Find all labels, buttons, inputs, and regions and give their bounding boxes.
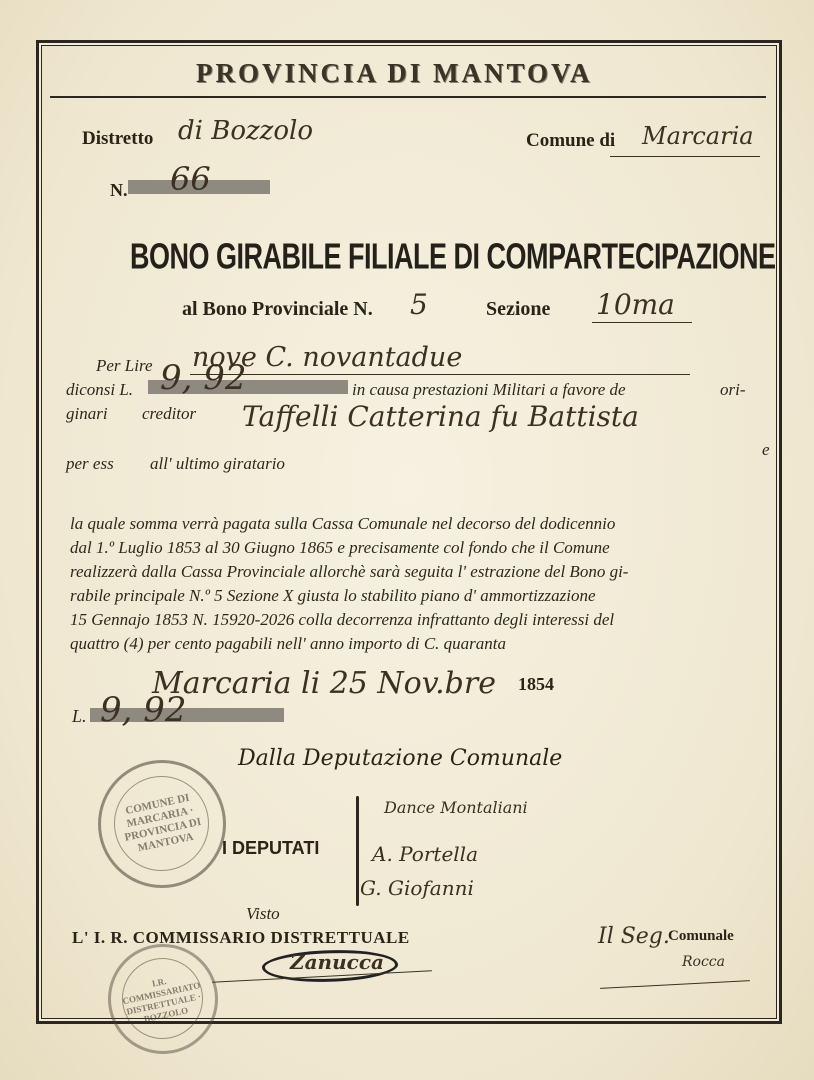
terms-line: quattro (4) per cento pagabili nell' anno importo di C. quaranta — [70, 634, 507, 653]
terms-line: rabile principale N.º 5 Sezione X giusta lo stabilito piano d' ammortizzazione — [70, 586, 596, 605]
creditor-name: Taffelli Catterina fu Battista — [242, 400, 639, 433]
per-lire-underline — [190, 374, 690, 375]
secretary-prefix: Il Seg. — [598, 924, 670, 949]
title-divider — [50, 96, 766, 98]
terms-paragraph — [70, 512, 750, 656]
provincial-bond-value: 5 — [410, 288, 428, 321]
per-lire-label: Per Lire — [96, 356, 153, 375]
ultimo-giratario-text: all' ultimo giratario — [150, 454, 285, 473]
deputati-bracket — [356, 796, 359, 906]
section-value: 10ma — [596, 288, 675, 321]
commissioner-signature: Zanucca — [290, 950, 384, 974]
provincial-bond-label: al Bono Provinciale N. — [182, 298, 373, 320]
terms-line: dal 1.º Luglio 1853 al 30 Giugno 1865 e precisamente col fondo che il Comune — [70, 538, 610, 557]
visto-label: Visto — [246, 904, 280, 923]
commune-stamp: COMUNE DI MARCARIA · PROVINCIA DI MANTOVA — [98, 760, 226, 888]
deputy-signature-1: Dance Montaliani — [384, 798, 528, 817]
district-value: di Bozzolo — [178, 116, 314, 146]
document-heading: BONO GIRABILE FILIALE DI COMPARTECIPAZIONE — [130, 236, 776, 277]
commune-underline — [610, 156, 760, 157]
date-year: 1854 — [518, 674, 554, 694]
date-handwritten: Marcaria li 25 Nov.bre — [152, 666, 496, 701]
total-value: 9, 92 — [100, 690, 187, 730]
secretary-signature: Rocca — [682, 954, 725, 970]
ori-text: ori- — [720, 380, 746, 399]
number-label: N. — [110, 180, 128, 200]
section-underline — [592, 322, 692, 323]
diconsi-value: 9, 92 — [160, 358, 247, 398]
commune-label: Comune di — [526, 130, 616, 151]
commune-value: Marcaria — [642, 122, 754, 150]
and-text: e — [762, 440, 770, 459]
terms-line: realizzerà dalla Cassa Provinciale allorchè sarà seguita l' estrazione del Bono gi- — [70, 562, 629, 581]
page-title: PROVINCIA DI MANTOVA — [196, 58, 593, 88]
district-stamp: I.R. COMMISSARIATO DISTRETTUALE · BOZZOLO — [108, 944, 218, 1054]
terms-line: la quale somma verrà pagata sulla Cassa Comunale nel decorso del dodicennio — [70, 514, 616, 533]
ginari-text: ginari — [66, 404, 108, 423]
district-label: Distretto — [82, 128, 154, 149]
deputy-signature-3: G. Giofanni — [360, 876, 474, 900]
per-ess-text: per ess — [66, 454, 114, 473]
secretary-label: Comunale — [668, 928, 734, 944]
deputy-signature-2: A. Portella — [372, 842, 478, 866]
number-value: 66 — [170, 160, 211, 198]
causa-text: in causa prestazioni Militari a favore de — [352, 380, 626, 399]
section-label: Sezione — [486, 298, 551, 320]
per-lire-value: nove C. novantadue — [192, 342, 463, 373]
terms-line: 15 Gennajo 1853 N. 15920-2026 colla decorrenza infrattanto degli interessi del — [70, 610, 615, 629]
diconsi-label: diconsi L. — [66, 380, 134, 399]
deputation-label: Dalla Deputazione Comunale — [238, 746, 563, 771]
total-label: L. — [72, 706, 87, 726]
creditor-text: creditor — [142, 404, 197, 423]
deputati-label: I DEPUTATI — [222, 838, 320, 858]
commissioner-title: L' I. R. COMMISSARIO DISTRETTUALE — [72, 928, 410, 947]
